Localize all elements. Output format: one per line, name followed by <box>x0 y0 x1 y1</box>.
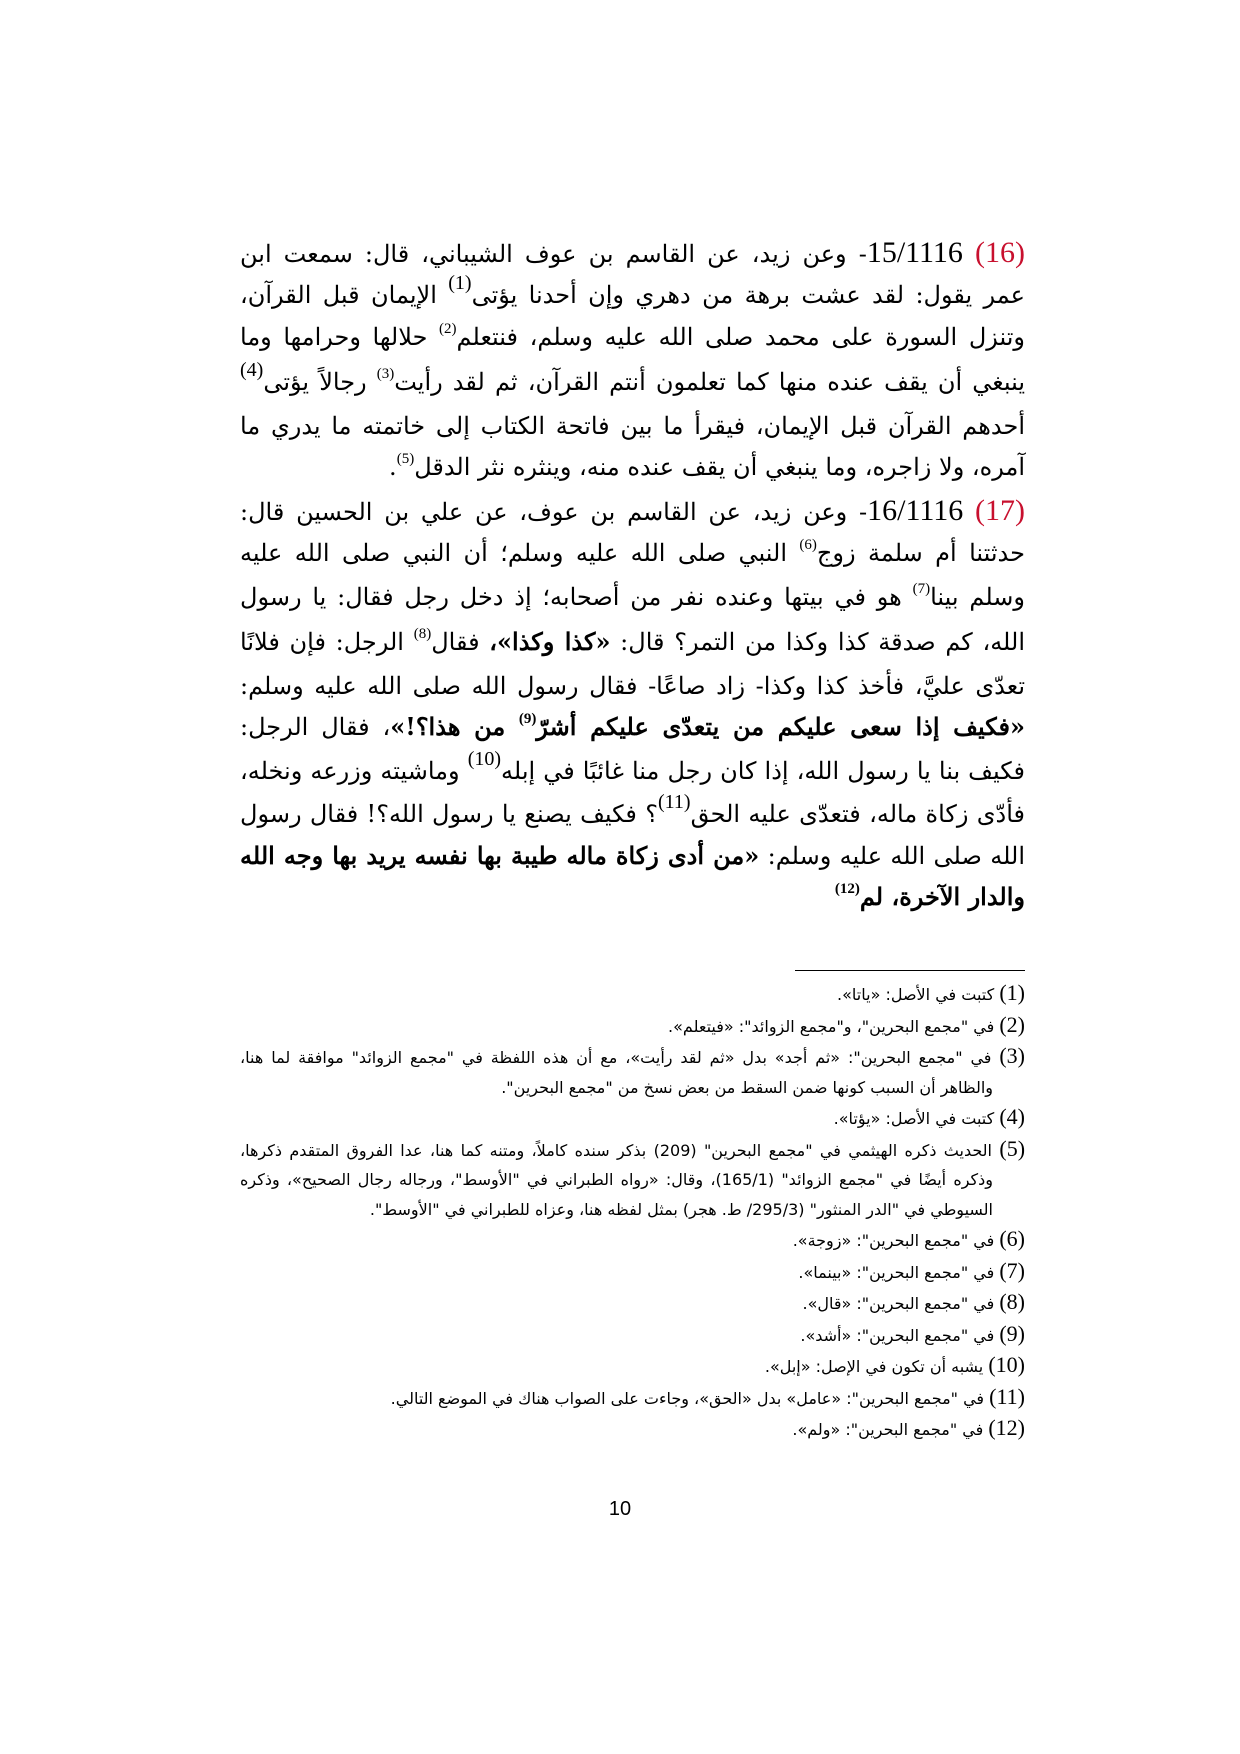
footnote-item <box>240 1134 1025 1225</box>
footnote-number: (5) <box>999 1135 1026 1161</box>
page-number: 10 <box>608 1498 632 1520</box>
footnote-number: (8) <box>999 1289 1025 1314</box>
footnote-text: في "مجمع البحرين"، و"مجمع الزوائد": «فيتعلم». <box>668 1016 995 1036</box>
footnote-item <box>240 1382 1025 1414</box>
footnote-number: (9) <box>999 1320 1025 1346</box>
footnote-item <box>240 1041 1025 1102</box>
footnote-number: (7) <box>999 1257 1025 1283</box>
paragraph-text: أحدهم القرآن قبل الإيمان، فيقرأ ما بين فاتحة الكتاب إلى خاتمته ما يدري ما آمره، ولا زاجره، وما ينبغي أن يقف عنده منه، وينثره نثر الدقل <box>240 412 1025 481</box>
footnote-item <box>240 1256 1025 1288</box>
footnote-marker[interactable]: (7) <box>912 581 931 597</box>
footnote-number: (6) <box>999 1226 1025 1251</box>
footnote-separator <box>795 970 1025 971</box>
paragraph-text: - وعن زيد، عن القاسم بن عوف الشيباني، قال: سمعت ابن عمر يقول: لقد عشت برهة من دهري وإن أحدنا يؤتى <box>240 240 1025 309</box>
footnote-number: (11) <box>989 1383 1025 1409</box>
paragraph-text: هو في بيتها وعنده نفر من أصحابه؛ إذ دخل رجل فقال: يا رسول الله، كم صدقة كذا وكذا من التمر؟ قال: <box>240 583 1025 656</box>
footnote-item <box>240 1350 1025 1382</box>
footnote-item <box>240 1319 1025 1351</box>
hadith-paragraph <box>240 491 1025 921</box>
quoted-hadith-text: «من أدى زكاة ماله طيبة بها نفسه يريد بها وجه الله والدار الآخرة، لم <box>240 841 1025 911</box>
footnote-text: في "مجمع البحرين": «زوجة». <box>792 1231 995 1250</box>
footnote-text: الحديث ذكره الهيثمي في "مجمع البحرين" (209) بذكر سنده كاملاً، ومتنه كما هنا، عدا الفروق المتقدم ذكرها، وذكره أيضًا في "مجمع الزوائد" (165/1)، وقال: «رواه الطبراني في "الأوسط"، ورجاله رجال الصحيح»، وذكره السيوطي في "الدر المنثور" (295/3/ ط. هجر) بمثل لفظه هنا، وعزاه للطبراني في "الأوسط". <box>240 1140 993 1219</box>
footnote-text: في "مجمع البحرين": «ثم أجد» بدل «ثم لقد رأيت»، مع أن هذه اللفظة في "مجمع الزوائد" موافقة لما هنا، والظاهر أن السبب كونها ضمن السقط من بعض نسخ من "مجمع البحرين". <box>240 1048 993 1097</box>
footnote-item <box>240 1287 1025 1319</box>
footnote-item <box>240 1224 1025 1256</box>
quoted-hadith-text: من هذا؟!» <box>390 711 519 741</box>
hadith-number: (16) <box>975 236 1025 269</box>
paragraph-text: . <box>389 452 397 481</box>
footnote-text: في "مجمع البحرين": «قال». <box>802 1294 995 1313</box>
footnote-text: كتبت في الأصل: «ياتا». <box>837 985 995 1004</box>
footnote-marker[interactable]: (1) <box>448 271 472 294</box>
footnote-marker[interactable]: (6) <box>799 536 817 553</box>
hadith-reference: 15/1116 <box>866 236 963 269</box>
paragraph-text: رجالاً يؤتى <box>263 367 377 396</box>
footnote-item <box>240 1010 1025 1042</box>
footnote-marker[interactable]: (10) <box>467 748 502 770</box>
paragraph-text: الرجل: فإن فلانًا تعدّى عليَّ، فأخذ كذا وكذا- زاد صاعًا- فقال رسول الله صلى الله عليه وسلم: <box>240 627 1025 700</box>
footnotes <box>240 978 1025 1445</box>
footnote-marker[interactable]: (9) <box>518 710 537 727</box>
footnote-number: (10) <box>988 1352 1025 1377</box>
paragraph-text: فقال <box>431 627 490 656</box>
footnote-item <box>240 1413 1025 1445</box>
footnote-item <box>240 1102 1025 1134</box>
quoted-hadith-text: «فكيف إذا سعى عليكم من يتعدّى عليكم أشرّ <box>536 711 1025 741</box>
footnote-text: في "مجمع البحرين": «أشد». <box>800 1325 995 1345</box>
footnote-marker[interactable]: (2) <box>439 321 457 337</box>
paragraph-text: وماشيته وزرعه ونخله، فأدّى زكاة ماله، فتعدّى عليه الحق <box>240 757 1026 828</box>
hadith-number: (17) <box>975 494 1025 527</box>
paragraph-text: حلالها وحرامها وما ينبغي أن يقف عنده منها كما تعلمون أنتم القرآن، ثم لقد رأيت <box>240 323 1025 396</box>
footnote-text: كتبت في الأصل: «يؤتا». <box>833 1109 995 1128</box>
hadith-paragraph <box>240 233 1025 491</box>
footnote-marker[interactable]: (11) <box>657 790 691 813</box>
footnote-text: في "مجمع البحرين": «عامل» بدل «الحق»، وجاءت على الصواب هناك في الموضع التالي. <box>390 1388 985 1408</box>
footnote-text: يشبه أن تكون في الإصل: «إبل». <box>764 1357 984 1376</box>
footnote-item <box>240 978 1025 1010</box>
footnote-number: (12) <box>988 1415 1025 1440</box>
footnote-text: في "مجمع البحرين": «بينما». <box>798 1262 995 1282</box>
paragraph-text: ، فقال الرجل: فكيف بنا يا رسول الله، إذا كان رجل منا غائبًا في إبله <box>240 712 1025 785</box>
footnote-marker[interactable]: (4) <box>240 358 264 381</box>
footnote-number: (1) <box>999 980 1025 1005</box>
main-text <box>240 233 1025 921</box>
paragraph-text: الإيمان قبل القرآن، وتنزل السورة على محمد صلى الله عليه وسلم، فنتعلم <box>240 280 1026 351</box>
footnote-number: (2) <box>999 1011 1025 1037</box>
paragraph-text: - وعن زيد، عن القاسم بن عوف، عن علي بن الحسين قال: حدثتنا أم سلمة زوج <box>240 498 1025 567</box>
footnote-marker[interactable]: (12) <box>834 880 860 897</box>
footnote-marker[interactable]: (8) <box>413 625 432 642</box>
footnote-number: (3) <box>999 1043 1025 1068</box>
paragraph-text: ؟ فكيف يصنع يا رسول الله؟! فقال رسول الله صلى الله عليه وسلم: <box>240 799 1026 870</box>
footnote-marker[interactable]: (3) <box>376 365 395 382</box>
quoted-hadith-text: «كذا وكذا»، <box>489 626 611 656</box>
hadith-reference: 16/1116 <box>867 494 964 527</box>
paragraph-text: النبي صلى الله عليه وسلم؛ أن النبي صلى الله عليه وسلم بينا <box>240 538 1025 611</box>
footnote-number: (4) <box>999 1104 1025 1129</box>
footnote-marker[interactable]: (5) <box>396 450 415 467</box>
footnote-text: في "مجمع البحرين": «ولم». <box>792 1420 984 1439</box>
